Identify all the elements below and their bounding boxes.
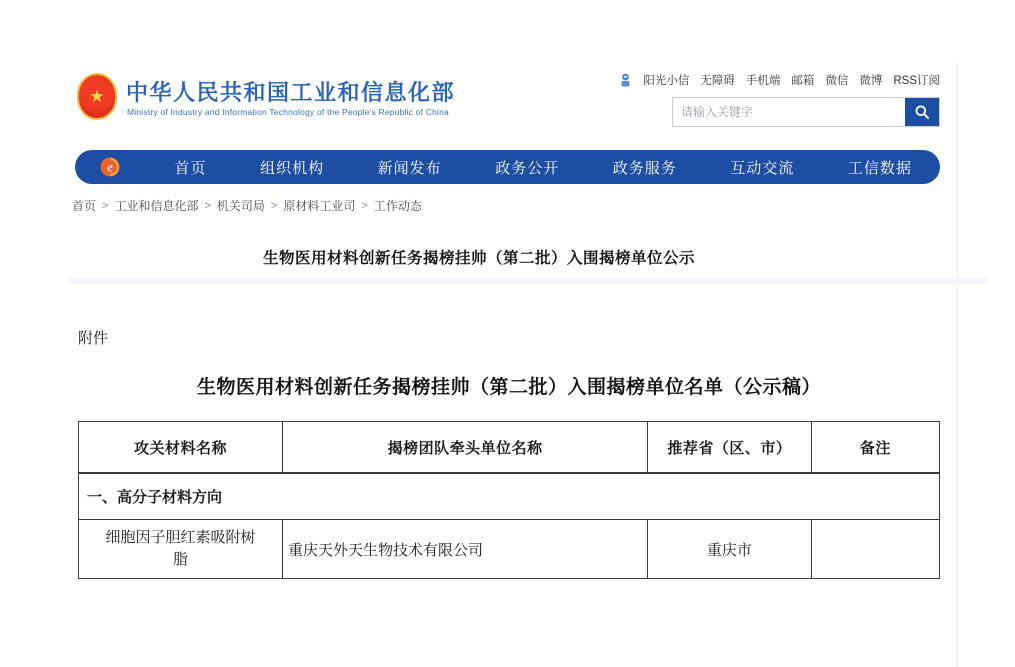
site-title[interactable]: 中华人民共和国工业和信息化部 [126,80,456,105]
section-divider [68,277,988,284]
search-button[interactable] [905,98,939,126]
breadcrumb-separator: > [102,199,109,212]
cell-team-unit: 重庆天外天生物技术有限公司 [283,520,648,579]
search-input[interactable] [673,98,905,126]
col-header-team-unit: 揭榜团队牵头单位名称 [283,422,648,474]
cell-material-text: 细胞因子胆红素吸附树脂 [105,529,256,568]
search-box [672,97,940,127]
top-link-mail[interactable]: 邮箱 [791,75,815,87]
breadcrumb [72,197,422,214]
breadcrumb-separator: > [204,199,211,212]
svg-text:e: e [107,159,113,175]
nav-item-organization[interactable]: 组织机构 [260,159,325,177]
article-title: 生物医用材料创新任务揭榜挂帅（第二批）入围揭榜单位公示 [262,250,695,267]
national-emblem-icon: ★ [77,73,117,120]
section-row-label: 一、高分子材料方向 [79,473,940,520]
site-subtitle: Ministry of Industry and Information Technology of the People's Republic of China [127,107,449,117]
top-link-yangguang-xiaoxin[interactable]: 阳光小信 [643,75,690,87]
xiaoxin-robot-icon [619,73,632,88]
nav-item-gov-services[interactable]: 政务服务 [612,159,677,177]
results-table [78,421,940,579]
col-header-province: 推荐省（区、市） [648,422,812,474]
cell-remark [811,520,939,579]
top-link-wechat[interactable]: 微信 [825,75,849,87]
breadcrumb-separator: > [361,199,368,212]
nav-item-gov-disclosure[interactable]: 政务公开 [495,159,560,177]
search-icon [914,104,930,120]
top-link-weibo[interactable]: 微博 [859,75,883,87]
content-right-border [957,62,958,667]
breadcrumb-home[interactable]: 首页 [72,199,97,213]
nav-item-news[interactable]: 新闻发布 [377,159,442,177]
table-row [79,520,940,579]
breadcrumb-departments[interactable]: 机关司局 [216,199,265,213]
col-header-material: 攻关材料名称 [79,422,283,474]
top-links-bar [619,72,940,88]
breadcrumb-raw-materials-dept[interactable]: 原材料工业司 [283,199,356,213]
cell-province: 重庆市 [648,520,812,579]
main-nav [75,150,940,184]
breadcrumb-work-updates: 工作动态 [373,199,422,213]
table-header-row [79,422,940,474]
nav-item-interaction[interactable]: 互动交流 [730,159,795,177]
top-link-rss[interactable]: RSS订阅 [893,75,940,87]
breadcrumb-separator: > [270,199,278,212]
table-section-row [79,473,940,520]
miit-e-logo-icon[interactable] [99,156,121,178]
nav-item-miit-data[interactable]: 工信数据 [847,159,912,177]
top-link-mobile[interactable]: 手机端 [745,75,781,87]
top-link-accessibility[interactable]: 无障碍 [700,75,735,87]
col-header-remark: 备注 [811,422,939,474]
cell-material [79,520,283,579]
nav-item-home[interactable]: 首页 [174,159,207,177]
breadcrumb-miit[interactable]: 工业和信息化部 [114,199,199,213]
table-title: 生物医用材料创新任务揭榜挂帅（第二批）入围揭榜单位名单（公示稿） [196,377,821,398]
attachment-label: 附件 [78,330,109,347]
